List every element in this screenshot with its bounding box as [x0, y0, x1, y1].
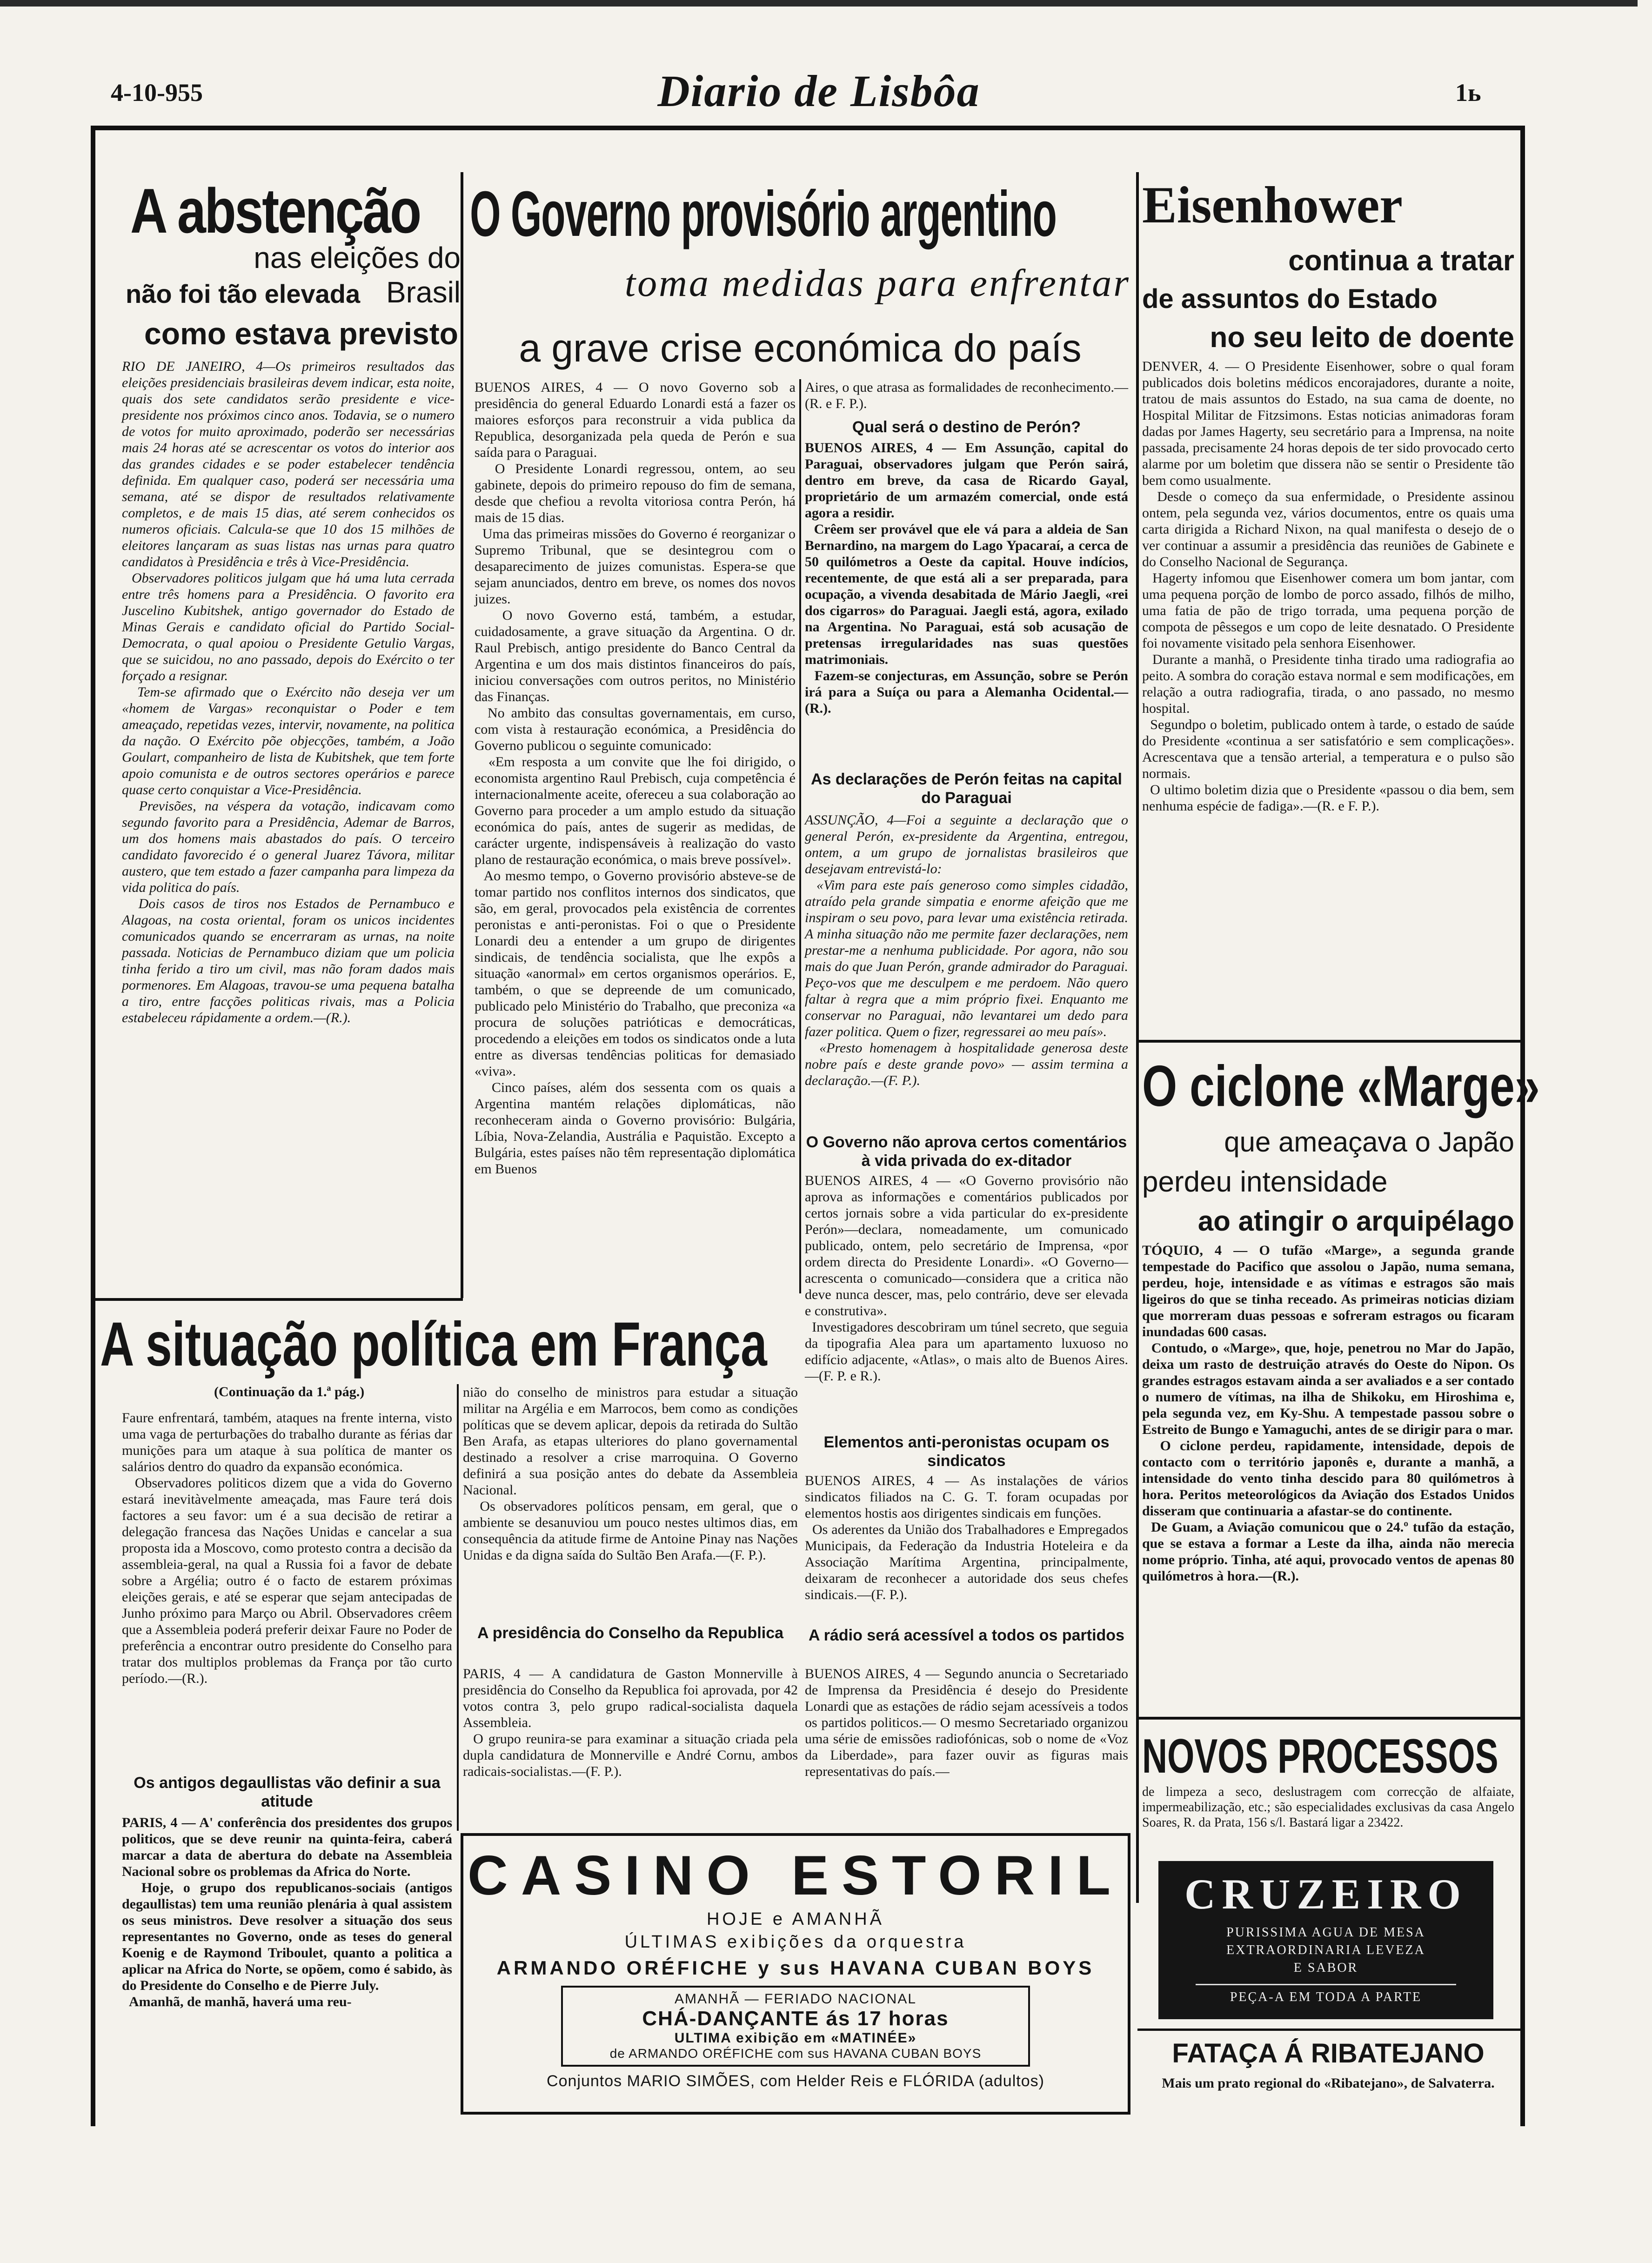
casino-box-line-4: de ARMANDO ORÉFICHE com sus HAVANA CUBAN BOYS: [609, 2046, 982, 2061]
scan-edge: [0, 0, 1638, 7]
franca-continuation: (Continuação da 1.ª pág.): [214, 1384, 365, 1399]
casino-line-4: Conjuntos MARIO SIMÕES, com Helder Reis e FLÓRIDA (adultos): [547, 2072, 1044, 2090]
marge-body: TÓQUIO, 4 — O tufão «Marge», a segunda grande tempestade do Pacifico que assolou o Japão, numa semana, perdeu, hoje, intensidade e as vítimas e estragos são mais ligeiros do que se tinha receado. As primeiras noticias diziam que morreram duas pessoas e sofreram estragos ou ficaram inundadas 600 casas. Contudo, o «Marge», que, hoje, penetrou no Mar do Japão, deixa um rasto de destruição através do Oeste do Nipon. Os grandes estragos estavam ainda a ser avaliados e a ser contado o numero de vítimas, na ilha de Shikoku, em Hiroshima e, pela segunda vez, em Ky-Shu. A tempestade passou sobre o Estreito de Bungo e Yamaguchi, antes de se dirigir para o mar. O ciclone perdeu, rapidamente, intensidade, depois de contacto com o território japonês e, durante a manhã, a intensidade do vento tinha descido para 80 quilómetros à hora. Peritos meteorológicos da Aviação dos Estados Unidos disseram que continuaria a afastar-se do continente. De Guam, a Aviação comunicou que o 24.º tufão da estação, que se estava a formar a Leste da ilha, ainda não merecia nome próprio. Tinha, até aqui, provocado ventos de apenas 80 quilómetros à hora.—(R.).: [1142, 1243, 1515, 1584]
fataca-rule: [1137, 2029, 1521, 2031]
marge-deck-1: que ameaçava o Japão: [1224, 1126, 1514, 1158]
degaullistas-body: PARIS, 4 — A' conferência dos presidentes dos grupos politicos, que se deve reunir na quinta-feira, caberá marcar a data de abertura do debate na Assembleia Nacional sobre os problemas da Africa do Norte. Hoje, o grupo dos republicanos-sociais (antigos degaullistas) tem uma reunião plenária à qual assistem os seus ministros. Deve resolver a situação dos seus representantes no Governo, onde as teses do general Koenig e de Raymond Triboulet, quanto a politica a aplicar na Africa do Norte, se opõem, como é sabido, às do Presidente do Conselho e de Pierre July. Amanhã, de manhã, haverá uma reu-: [122, 1815, 453, 2009]
governo-comentarios-body: BUENOS AIRES, 4 — «O Governo provisório não aprova as informações e comentários publicados por certos jornais sobre a vida particular do ex-presidente Perón»—declara, nomeadamente, um comunicado publicado, ontem, pelo secretário de Imprensa, «por ordem directa do Presidente Lonardi». «O Governo—acrescenta o comunicado—considera que a critica não deve nunca descer, mas, pelo contrário, deve ser elevada e construtiva». Investigadores descobriram um túnel secreto, que seguia da tipografia Alea para um apartamento luxuoso no edifício adjacente, «Atlas», o mais alto de Buenos Aires.—(F. P. e R.).: [805, 1173, 1128, 1384]
marge-deck-2: perdeu intensidade: [1142, 1166, 1388, 1198]
cruzeiro-title: CRUZEIRO: [1184, 1870, 1467, 1918]
eisenhower-deck-1: continua a tratar: [1288, 245, 1514, 277]
governo-comentarios-head: O Governo não aprova certos comentários à vida privada do ex-ditador: [806, 1133, 1127, 1170]
marge-deck-3: ao atingir o arquipélago: [1197, 1205, 1514, 1237]
marge-headline-text: O ciclone «Marge»: [1142, 1054, 1540, 1118]
argentina-headline: [470, 179, 1130, 249]
cruzeiro-line-2: EXTRAORDINARIA LEVEZA: [1226, 1943, 1425, 1957]
novos-processos-head-text: NOVOS PROCESSOS: [1142, 1729, 1498, 1783]
issue-date: 4-10-955: [111, 79, 203, 107]
peron-destino-body: BUENOS AIRES, 4 — Em Assunção, capital do Paraguai, observadores julgam que Perón sairá, dentro em breve, da casa de Ricardo Gayal, proprietário de um armazém comercial, onde está agora a residir. Crêem ser provável que ele vá para a aldeia de San Bernardino, na margem do Lago Ypacaraí, a cerca de 50 quilómetros a Oeste da capital. Houve indícios, recentemente, de que está ali a ser preparada, para ocupação, a vivenda desabitada de Mário Jaegli, «rei dos cigarros» do Paraguai. Jaegli está, agora, exilado na Argentina. No Paraguai, está sob acusação de pretensas irregularidades nas suas questões matrimoniais. Fazem-se conjecturas, em Assunção, sobre se Perón irá para a Suíça ou para a Alemanha Ocidental.—(R.).: [805, 440, 1128, 716]
franca-headline-text: A situação política em França: [100, 1310, 767, 1379]
casino-line-1: HOJE e AMANHÃ: [706, 1909, 885, 1929]
section-rule-right: [1137, 1040, 1521, 1043]
degaullistas-head: Os antigos degaullistas vão definir a sua atitude: [134, 1774, 441, 1810]
argentina-headline-text: O Governo provisório argentino: [470, 178, 1057, 250]
section-rule-ads: [1137, 1717, 1521, 1720]
abstencao-deck-1: nas eleições do Brasil: [254, 241, 461, 309]
column-rule-2: [1136, 172, 1139, 1903]
argentina-col-1: BUENOS AIRES, 4 — O novo Governo sob a presidência do general Eduardo Lonardi está a fazer os maiores esforços para reconstruir a vida publica da Republica, desorganizada pela queda de Perón e sua saída para o Paraguai. O Presidente Lonardi regressou, ontem, ao seu gabinete, depois do primeiro repouso do fim de semana, desde que chefiou a revolta vitoriosa contra Perón, há mais de 15 dias. Uma das primeiras missões do Governo é reorganizar o Supremo Tribunal, que se desintegrou com o desaparecimento de juizes comunistas. Espera-se que sejam anunciados, dentro em breve, os nomes dos novos juizes. O novo Governo está, também, a estudar, cuidadosamente, a grave situação da Argentina. O dr. Raul Prebisch, antigo presidente do Banco Central da Argentina e um dos mais distintos financeiros do país, iniciou conversações com outros peritos, no Ministério das Finanças. No ambito das consultas governamentais, em curso, com vista à restauração económica, a Presidência do Governo publicou o seguinte comunicado: «Em resposta a um convite que lhe foi dirigido, o economista argentino Raul Prebisch, cuja competência é internacionalmente aceite, ofereceu a sua colaboração ao Governo para proceder a um amplo estudo da situação económica do país, antes de sugerir as medidas, de carácter urgente, indispensáveis à realização do vasto plano de restauração económica, o mais breve possível». Ao mesmo tempo, o Governo provisório absteve-se de tomar partido nos conflitos internos dos sindicatos, que são, em geral, provocados pela existência de correntes peronistas e anti-peronistas. Foi o que o Presidente Lonardi deu a entender a um grupo de dirigentes sindicais, de tendência socialista, que lhe expôs a situação «anormal» em certos organismos operários. E, também, o que se depreende de um comunicado, publicado pelo Ministério do Trabalho, que preconiza «a procura de soluções patrióticas e democráticas, procedendo a eleições em todos os sindicatos onde a luta entre as diversas tendências politicas for demasiado «viva». Cinco países, além dos sessenta com os quais a Argentina mantém relações diplomáticas, não reconheceram ainda o Governo provisório: Bulgária, Líbia, Nova-Zelandia, Austrália e Paquistão. Excepto a Bulgária, estes países não têm representação diplomática em Buenos: [475, 380, 796, 1177]
radio-body: BUENOS AIRES, 4 — Segundo anuncia o Secretariado de Imprensa da Presidência é desejo do Presidente Lonardi que as estações de rádio sejam acessíveis a todos os partidos politicos.— O mesmo Secretariado organizou uma série de emissões radiofónicas, sob o nome de «Voz da Liberdade», para fazer ouvir as figuras mais representativas do país.—: [805, 1666, 1132, 1779]
casino-line-3: ARMANDO ORÉFICHE y sus HAVANA CUBAN BOYS: [496, 1957, 1095, 1979]
novos-processos-body: de limpeza a seco, deslustragem com correcção de alfaiate, impermeabilização, etc.; são especialidades exclusivas da casa Angelo Soares, R. da Prata, 156 s/l. Bastará ligar a 23422.: [1142, 1785, 1518, 1830]
cruzeiro-line-4: PEÇA-A EM TODA A PARTE: [1196, 1984, 1456, 2005]
column-rule-1: [461, 172, 463, 1298]
casino-box-line-2: CHÁ-DANÇANTE ás 17 horas: [642, 2007, 949, 2030]
presidencia-conselho-head: A presidência do Conselho da Republica: [477, 1624, 784, 1642]
casino-inner-box: [561, 1986, 1030, 2067]
header-rule: [91, 126, 1524, 130]
abstencao-deck-3: como estava previsto: [144, 316, 458, 351]
franca-inner-rule: [457, 1384, 459, 1831]
presidencia-conselho-body: PARIS, 4 — A candidatura de Gaston Monnerville à presidência do Conselho da Republica foi aprovada, por 42 votos contra 3, pelo grupo radical-socialista daquela Assembleia. O grupo reunira-se para examinar a situação criada pela dupla candidatura de Monnerville e André Cornu, ambos radicais-socialistas.—(F. P.).: [463, 1666, 798, 1779]
peron-destino-head: Qual será o destino de Perón?: [852, 418, 1081, 436]
eisenhower-deck-3: no seu leito de doente: [1210, 321, 1514, 354]
anti-peronistas-head: Elementos anti-peronistas ocupam os sindicatos: [823, 1433, 1110, 1470]
fataca-body: Mais um prato regional do «Ribatejano», de Salvaterra.: [1162, 2076, 1495, 2091]
masthead: Diario de Lisbôa: [657, 66, 980, 116]
fataca-head: FATAÇA Á RIBATEJANO: [1172, 2038, 1485, 2069]
frame-left-rule: [91, 126, 95, 2126]
casino-line-2: ÚLTIMAS exibições da orquestra: [624, 1932, 967, 1952]
cruzeiro-line-3: E SABOR: [1293, 1961, 1358, 1975]
abstencao-body: RIO DE JANEIRO, 4—Os primeiros resultados das eleições presidenciais brasileiras devem indicar, esta noite, quais dos sete candidatos serão presidente e vice-presidente nos próximos cinco anos. Todavia, se o numero de votos for muito aproximado, poderão ser necessárias mais 24 horas até se acrescentar os votos do interior aos das grandes cidades e se poder estabelecer tendência definida. Em qualquer caso, poderá ser necessária uma semana, até se dispor de resultados relativamente completos, e de mais 15 dias, até serem conhecidos os numeros oficiais. Calcula-se que 10 dos 15 milhões de eleitores lançaram as suas listas nas urnas para quatro candidatos à Presidência e três à Vice-Presidência. Observadores politicos julgam que há uma luta cerrada entre três homens para a Presidência. O favorito era Juscelino Kubitshek, antigo governador do Estado de Minas Gerais e candidato oficial do Partido Social-Democrata, o qual apoiou o Presidente Getulio Vargas, que se suicidou, no ano passado, depois do Exército o ter forçado a resignar. Tem-se afirmado que o Exército não deseja ver um «homem de Vargas» reconquistar o Poder e tem ameaçado, repetidas vezes, intervir, novamente, na politica da nação. O Exército põe objecções, também, a João Goulart, companheiro de lista de Kubitshek, que tem forte apoio comunista e de outros sectores operários e parece quase certo conquistar a Vice-Presidência. Previsões, na véspera da votação, indicavam como segundo favorito para a Presidência, Ademar de Barros, um dos homens mais abastados do país. O terceiro candidato favorecido é o general Juarez Távora, militar austero, que tem estado a fazer campanha para limpeza da vida politica do país. Dois casos de tiros nos Estados de Pernambuco e Alagoas, na costa oriental, foram os unicos incidentes comunicados quando se encerraram as urnas, na noite passada. Noticias de Pernambuco diziam que um policia tinha ferido a tiro um civil, mas não foram dados mais pormenores. Em Alagoas, travou-se uma pequena batalha a tiro, entre facções politicas rivais, mas a Policia estabeleceu rápidamente a ordem.—(R.).: [122, 359, 455, 1025]
argentina-deck-1: toma medidas para enfrentar: [624, 261, 1130, 305]
eisenhower-deck-2: de assuntos do Estado: [1142, 284, 1438, 314]
page-number: 1ь: [1455, 79, 1481, 107]
casino-estoril-ad: [461, 1833, 1130, 2115]
marge-headline: [1142, 1054, 1540, 1119]
franca-col-2: nião do conselho de ministros para estudar a situação militar na Argélia e em Marrocos, bem como as condições políticas que se devem aplicar, depois da retirada do Sultão Ben Arafa, as etapas ulteriores do plano governamental destinado a resolver a crise marroquina. O Governo definirá a sua posição antes do debate da Assembleia Nacional. Os observadores políticos pensam, em geral, que o ambiente se desanuviou um pouco nestes ultimos dias, em consequência da atitude firme de Antoine Pinay nas Nações Unidas e da digna saída do Sultão Ben Arafa.—(F. P.).: [463, 1385, 798, 1563]
frame-right-rule: [1520, 126, 1525, 2126]
franca-headline: [100, 1310, 798, 1379]
novos-processos-head: [1142, 1731, 1514, 1782]
peron-declaracoes-body: ASSUNÇÃO, 4—Foi a seguinte a declaração que o general Perón, ex-presidente da Argentina, entregou, ontem, a um grupo de jornalistas brasileiros que desejavam entrevistá-lo: «Vim para este país generoso como simples cidadão, atraído pela grande simpatia e enorme afeição que me inspiram o seu povo, para levar uma existência retirada. A minha situação não me permite fazer declarações, nem prestar-me a nenhuma publicidade. Por agora, não sou mais do que Juan Perón, grande admirador do Paraguai. Peço-vos que me desculpem e me perdoem. Não quero faltar à regra que a mim próprio fixei. Enquanto me conservar no Paraguai, não levantarei um dedo para fazer politica. Quem o fizer, regressarei ao meu país». «Presto homenagem à hospitalidade generosa deste nobre país e deste grande povo» — assim termina a declaração.—(F. P.).: [805, 812, 1129, 1088]
argentina-inner-rule: [799, 379, 801, 1293]
cruzeiro-line-1: PURISSIMA AGUA DE MESA: [1226, 1925, 1425, 1940]
casino-title: CASINO ESTORIL: [468, 1844, 1124, 1907]
abstencao-deck-2: não foi tão elevada: [126, 279, 361, 308]
anti-peronistas-body: BUENOS AIRES, 4 — As instalações de vários sindicatos filiados na C. G. T. foram ocupadas por elementos hostis aos dirigentes sindicais em funções. Os aderentes da União dos Trabalhadores e Empregados Municipais, da Federação da Industria Hoteleira e da Associação Marítima Argentina, principalmente, deixaram de reconhecer a autoridade dos seus chefes sindicais.—(F. P.).: [805, 1473, 1128, 1602]
eisenhower-headline: Eisenhower: [1142, 176, 1403, 234]
eisenhower-body: DENVER, 4. — O Presidente Eisenhower, sobre o qual foram publicados dois boletins médicos encorajadores, durante a noite, tratou de mais assuntos do Estado, na sua cama de doente, no Hospital Militar de Fitzsimons. Estas noticias animadoras foram dadas por James Hagerty, seu secretário para a Imprensa, na noite passada, precisamente 24 horas depois de ter sido provocado certo alarme por um boletim que dissera não se sentir o Presidente tão bem como usualmente. Desde o começo da sua enfermidade, o Presidente assinou ontem, pela segunda vez, vários documentos, entre os quais uma carta dirigida a Richard Nixon, na qual manifesta o desejo de o ver continuar a assumir a presidência das reuniões de Gabinete e do Conselho Nacional de Segurança. Hagerty infomou que Eisenhower comera um bom jantar, com uma pequena porção de lombo de porco assado, filhós de milho, uma fatia de pão de trigo torrada, uma pequena porção de compota de pêssegos e um copo de leite desnatado. O Presidente foi novamente visitado pela senhora Eisenhower. Durante a manhã, o Presidente tinha tirado uma radiografia ao peito. A sombra do coração estava normal e sem modificações, em relação a outra radiografia, tirada, o ano passado, no mesmo hospital. Segundpo o boletim, publicado ontem à tarde, o estado de saúde do Presidente «continua a ser satisfatório e sem complicações». Acrescentava que a tensão arterial, a temperatura e o pulso são normais. O ultimo boletim dizia que o Presidente «passou o dia bem, sem nenhuma espécie de fadiga».—(R. e F. P.).: [1142, 359, 1515, 814]
argentina-deck-2: a grave crise económica do país: [519, 326, 1082, 370]
radio-head: A rádio será acessível a todos os partidos: [808, 1627, 1124, 1644]
argentina-col-2-top: Aires, o que atrasa as formalidades de reconhecimento.—(R. e F. P.).: [805, 380, 1128, 411]
abstencao-headline: A abstenção: [130, 175, 420, 246]
casino-box-line-1: AMANHÃ — FERIADO NACIONAL: [674, 1991, 917, 2007]
peron-declaracoes-head: As declarações de Perón feitas na capital do Paraguai: [811, 770, 1122, 807]
cruzeiro-ad: [1158, 1861, 1493, 2019]
section-rule-left: [95, 1298, 463, 1301]
casino-box-line-3: ULTIMA exibição em «MATINÉE»: [674, 2030, 917, 2046]
franca-col-1: Faure enfrentará, também, ataques na frente interna, visto uma vaga de perturbações do trabalho durante as férias dar munições para um ataque à sua política de manter os salários dentro do quadro da expansão económica. Observadores politicos dizem que a vida do Governo estará inevitàvelmente ameaçada, mas Faure terá dois factores a seu favor: um é a sua decisão de retirar a delegação francesa das Nações Unidas e cancelar a sua proposta ida a Moscovo, como protesto contra a decisão da assembleia-geral, na qual a Russia foi a favor de debate sobre a Argélia; outro é o facto de estarem próximas eleições gerais, e até se esperar que sejam antecipadas de Junho próximo para Março ou Abril. Observadores crêem que a Assembleia poderá preferir deixar Faure no Poder de preferência a encontrar outro presidente do Conselho para tratar dos multiplos problemas da França por tão curto período.—(R.).: [122, 1410, 453, 1686]
